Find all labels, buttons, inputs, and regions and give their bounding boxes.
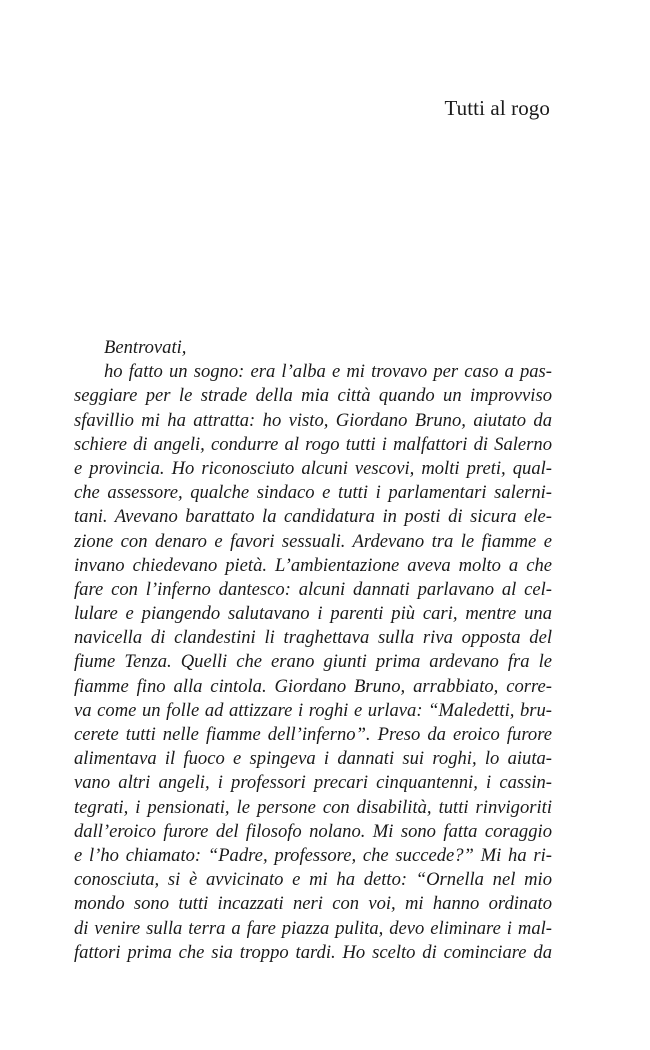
- text-line: tegrati, i pensionati, le persone con disabilità, tutti rinvigoriti: [74, 796, 552, 818]
- text-line: cerete tutti nelle fiamme dell’inferno”. Preso da eroico furore: [74, 724, 552, 745]
- text-line: vano altri angeli, i professori precari cinquantenni, i cassin-: [74, 772, 552, 794]
- text-line: fare con l’inferno dantesco: alcuni dannati parlavano al cel-: [74, 578, 552, 600]
- text-line: schiere di angeli, condurre al rogo tutti i malfattori di Salerno: [74, 433, 552, 455]
- text-line: fiume Tenza. Quelli che erano giunti prima ardevano fra le: [74, 651, 552, 673]
- text-line: fattori prima che sia troppo tardi. Ho scelto di cominciare da: [74, 941, 552, 963]
- text-line: sfavillio mi ha attratta: ho visto, Giordano Bruno, aiutato da: [74, 409, 552, 431]
- text-line: alimentava il fuoco e spingeva i dannati sui roghi, lo aiuta-: [74, 748, 552, 770]
- text-line: mondo sono tutti incazzati neri con voi, mi hanno ordinato: [74, 893, 552, 915]
- text-line: seggiare per le strade della mia città quando un improvviso: [74, 385, 552, 407]
- text-line: e l’ho chiamato: “Padre, professore, che succede?” Mi ha ri-: [74, 844, 552, 866]
- text-line: dall’eroico furore del filosofo nolano. Mi sono fatta coraggio: [74, 820, 552, 842]
- chapter-title: Tutti al rogo: [444, 96, 550, 120]
- text-line: navicella di clandestini li traghettava sulla riva opposta del: [74, 627, 552, 649]
- text-line: va come un folle ad attizzare i roghi e urlava: “Maledetti, bru-: [74, 699, 552, 721]
- text-line: che assessore, qualche sindaco e tutti i parlamentari salerni-: [74, 482, 552, 504]
- text-line: di venire sulla terra a fare piazza pulita, devo eliminare i mal-: [74, 917, 552, 939]
- text-line: zione con denaro e favori sessuali. Ardevano tra le fiamme e: [74, 530, 552, 552]
- body-text: [74, 336, 552, 965]
- text-line: conosciuta, si è avvicinato e mi ha detto: “Ornella nel mio: [74, 869, 552, 891]
- text-line: invano chiedevano pietà. L’ambientazione aveva molto a che: [74, 554, 552, 576]
- text-line: ho fatto un sogno: era l’alba e mi trovavo per caso a pas-: [104, 361, 552, 383]
- text-line: tani. Avevano barattato la candidatura in posti di sicura ele-: [74, 506, 552, 528]
- text-line: lulare e piangendo salutavano i parenti più cari, mentre una: [74, 603, 552, 625]
- text-line: e provincia. Ho riconosciuto alcuni vescovi, molti preti, qual-: [74, 457, 552, 479]
- text-line: fiamme fino alla cintola. Giordano Bruno, arrabbiato, corre-: [74, 675, 552, 697]
- salutation-line: Bentrovati,: [104, 337, 187, 358]
